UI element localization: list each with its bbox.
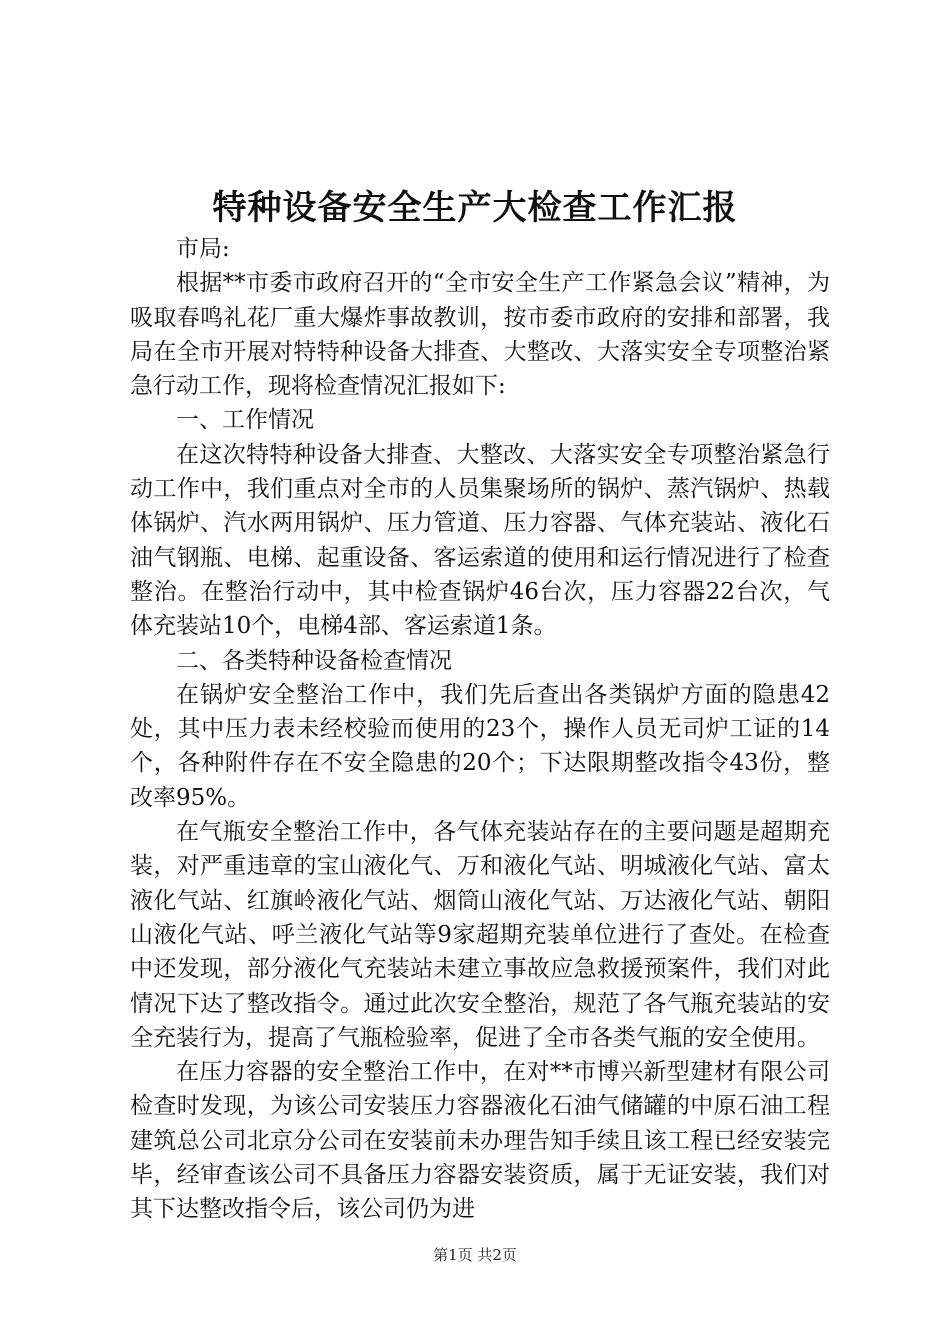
salutation: 市局: <box>176 236 230 262</box>
paragraph-intro: 根据**市委市政府召开的“全市安全生产工作紧急会议”精神，为吸取春鸣礼花厂重大爆炸事故教训，按市委市政府的安排和部署，我局在全市开展对特特种设备大排查、大整改、大落实安全专项整治紧急行动工作，现将检查情况汇报如下: <box>130 270 830 400</box>
paragraph-gas-cylinder: 在气瓶安全整治工作中，各气体充装站存在的主要问题是超期充装，对严重违章的宝山液化气、万和液化气站、明城液化气站、富太液化气站、红旗岭液化气站、烟筒山液化气站、万达液化气站、朝阳山液化气站、呼兰液化气站等9家超期充装单位进行了查处。在检查中还发现，部分液化气充装站未建立事故应急救援预案件，我们对此情况下达了整改指令。通过此次安全整治，规范了各气瓶充装站的安全充装行为，提高了气瓶检验率，促进了全市各类气瓶的安全使用。 <box>130 819 830 1051</box>
paragraph-pressure-vessel: 在压力容器的安全整治工作中，在对**市博兴新型建材有限公司检查时发现，为该公司安装压力容器液化石油气储罐的中原石油工程建筑总公司北京分公司在安装前未办理告知手续且该工程已经安装完毕，经审查该公司不具备压力容器安装资质，属于无证安装，我们对其下达整改指令后，该公司仍为进 <box>130 1059 830 1223</box>
page-footer: 第1页 共2页 <box>433 1246 517 1264</box>
paragraph-work-overview: 在这次特特种设备大排查、大整改、大落实安全专项整治紧急行动工作中，我们重点对全市的人员集聚场所的锅炉、蒸汽锅炉、热载体锅炉、汽水两用锅炉、压力管道、压力容器、气体充装站、液化石油气钢瓶、电梯、起重设备、客运索道的使用和运行情况进行了检查整治。在整治行动中，其中检查锅炉46台次，压力容器22台次，气体充装站10个，电梯4部、客运索道1条。 <box>130 441 830 640</box>
document-body <box>130 232 830 1227</box>
section-heading-2: 二、各类特种设备检查情况 <box>176 647 452 674</box>
paragraph-boiler: 在锅炉安全整治工作中，我们先后查出各类锅炉方面的隐患42处，其中压力表未经校验而使用的23个，操作人员无司炉工证的14个，各种附件存在不安全隐患的20个；下达限期整改指令43份，整改率95%。 <box>130 681 830 811</box>
section-heading-1: 一、工作情况 <box>176 407 314 434</box>
document-title: 特种设备安全生产大检查工作汇报 <box>212 188 738 228</box>
